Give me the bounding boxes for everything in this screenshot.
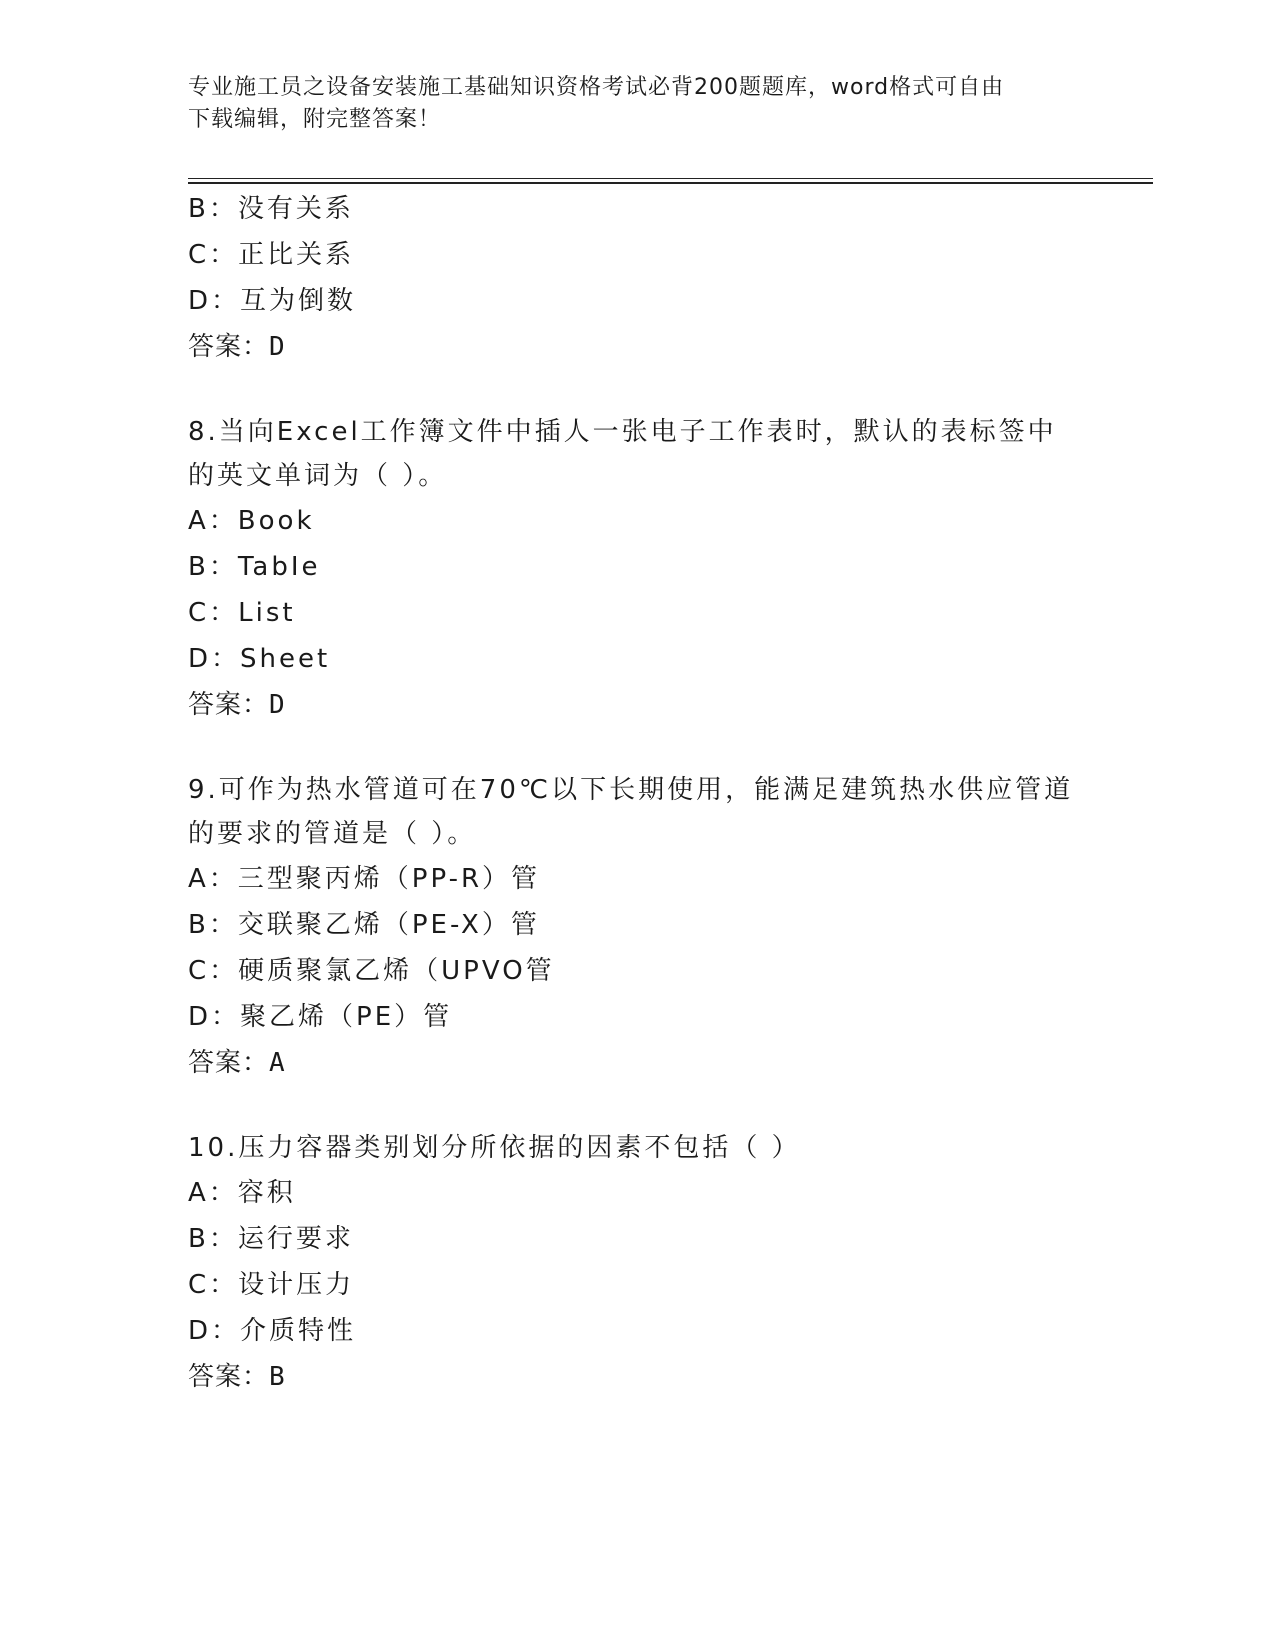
option-c: C：List — [188, 598, 296, 628]
option-d: D：聚乙烯（PE）管 — [188, 1002, 453, 1032]
option-b: B：TabIe — [188, 552, 321, 582]
option-a: A：Book — [188, 506, 315, 536]
answer-line: 答案：B — [188, 1362, 286, 1392]
option-d: D：互为倒数 — [188, 286, 357, 316]
option-b: B：没有关系 — [188, 194, 354, 224]
question-9 — [188, 768, 1088, 1086]
option-b: B：交联聚乙烯（PE-X）管 — [188, 910, 540, 940]
question-stem-continued: 的要求的管道是（ ）。 — [188, 819, 477, 849]
question-10 — [188, 1126, 1088, 1400]
answer-line: 答案：D — [188, 690, 286, 720]
question-content — [188, 186, 1088, 1400]
answer-line: 答案：A — [188, 1048, 286, 1078]
answer-line: 答案：D — [188, 332, 286, 362]
option-d: D：Sheet — [188, 644, 331, 674]
question-8 — [188, 410, 1088, 728]
option-c: C：设计压力 — [188, 1270, 355, 1300]
question-stem: 8.当向Excel工作簿文件中插人一张电子工作表时，默认的表标签中 — [188, 417, 1057, 447]
option-c: C：正比关系 — [188, 240, 355, 270]
document-header — [188, 72, 1088, 136]
header-line-1: 专业施工员之设备安装施工基础知识资格考试必背200题题库，word格式可自由 — [188, 75, 1005, 100]
question-7-continued — [188, 186, 1088, 370]
option-b: B：运行要求 — [188, 1224, 354, 1254]
question-stem: 10.压力容器类别划分所依据的因素不包括（ ） — [188, 1133, 801, 1163]
option-d: D：介质特性 — [188, 1316, 357, 1346]
header-divider-thin — [188, 178, 1153, 179]
header-divider-thick — [188, 182, 1153, 184]
question-stem: 9.可作为热水管道可在70℃以下长期使用，能满足建筑热水供应管道 — [188, 775, 1074, 805]
option-c: C：硬质聚氯乙烯（UPVO管 — [188, 956, 555, 986]
header-line-2: 下载编辑，附完整答案！ — [188, 107, 442, 132]
option-a: A：三型聚丙烯（PP-R）管 — [188, 864, 541, 894]
option-a: A：容积 — [188, 1178, 296, 1208]
question-stem-continued: 的英文单词为（ ）。 — [188, 461, 448, 491]
